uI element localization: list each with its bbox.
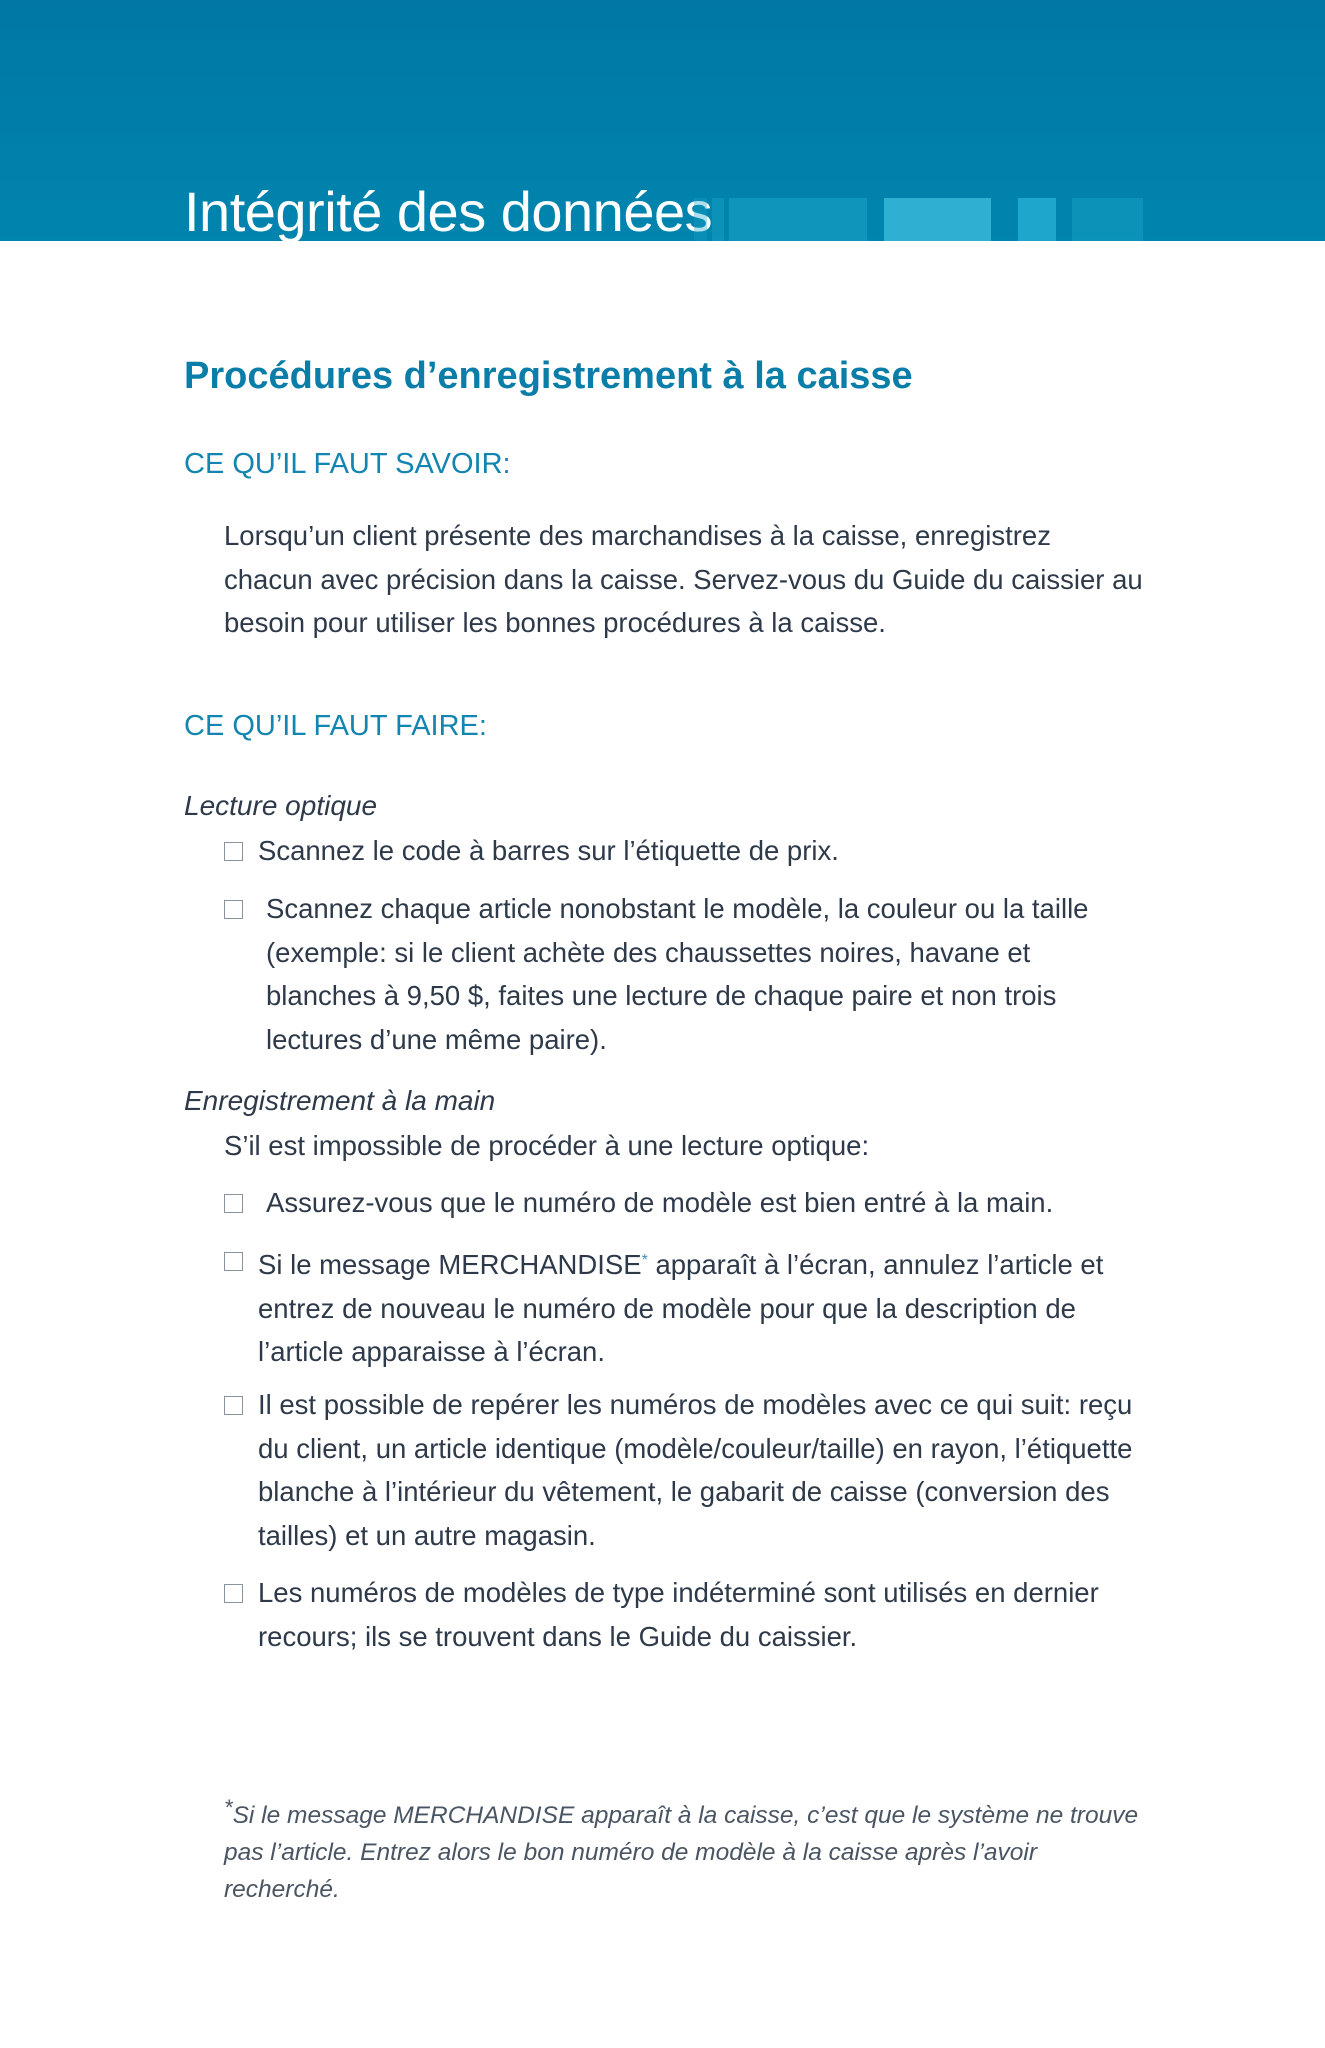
checklist-item-text: Scannez le code à barres sur l’étiquette de prix.	[258, 835, 839, 866]
checklist-item-text: Assurez-vous que le numéro de modèle est bien entré à la main.	[266, 1187, 1054, 1218]
header-banner	[0, 0, 1325, 241]
header-decoration-block	[1072, 198, 1143, 241]
manual-entry-heading: Enregistrement à la main	[184, 1085, 496, 1116]
checklist-item	[224, 1239, 1144, 1374]
footnote-marker: *	[641, 1252, 648, 1269]
footnote	[224, 1789, 1144, 1908]
checklist-item-text: Les numéros de modèles de type indéterminé sont utilisés en dernier recours; ils se trouvent dans le Guide du caissier.	[258, 1577, 1099, 1652]
checklist-item-text: Il est possible de repérer les numéros de modèles avec ce qui suit: reçu du client, un article identique (modèle/couleur/taille) en rayon, l’étiquette blanche à l’intérieur du vêtement, le gabarit de caisse (conversion des tailles) et un autre magasin.	[258, 1389, 1133, 1551]
footnote-text: Si le message MERCHANDISE apparaît à la caisse, c’est que le système ne trouve pas l’article. Entrez alors le bon numéro de modèle à la caisse après l’avoir recherché.	[224, 1802, 1139, 1903]
checkbox-icon[interactable]	[224, 900, 243, 919]
manual-entry-intro: S’il est impossible de procéder à une lecture optique:	[224, 1130, 870, 1161]
optical-reading-heading: Lecture optique	[184, 790, 378, 821]
header-decoration-block	[729, 198, 745, 241]
checklist-item	[224, 1181, 1144, 1225]
checklist-item-text: Scannez chaque article nonobstant le modèle, la couleur ou la taille (exemple: si le client achète des chaussettes noires, havane et blanches à 9,50 $, faites une lecture de chaque paire et non trois lectures d’une même paire).	[266, 893, 1089, 1055]
checklist-item	[224, 887, 1144, 1061]
checkbox-icon[interactable]	[224, 842, 243, 861]
checklist-item-text-part: apparaît à l’écran, annulez l’article et entrez de nouveau le numéro de modèle pour que la description de l’article apparaisse à l’écran.	[258, 1249, 1104, 1367]
page-title: Intégrité des données	[184, 180, 713, 243]
checklist-item	[224, 1571, 1144, 1658]
checkbox-icon[interactable]	[224, 1252, 243, 1271]
footnote-marker: *	[224, 1795, 233, 1820]
know-paragraph: Lorsqu’un client présente des marchandises à la caisse, enregistrez chacun avec précision dans la caisse. Servez-vous du Guide du caissier au besoin pour utiliser les bonnes procédures à la caisse.	[224, 520, 1143, 638]
checklist-item-text-part: Si le message MERCHANDISE	[258, 1249, 642, 1280]
section-title: Procédures d’enregistrement à la caisse	[184, 355, 913, 397]
header-decoration-block	[745, 198, 867, 241]
checkbox-icon[interactable]	[224, 1584, 243, 1603]
header-decoration-block	[1018, 198, 1056, 241]
checklist-item	[224, 829, 1144, 873]
header-decoration-block	[694, 198, 707, 241]
checkbox-icon[interactable]	[224, 1194, 243, 1213]
header-decoration-block	[884, 198, 991, 241]
do-heading: CE QU’IL FAUT FAIRE:	[184, 710, 487, 742]
checklist-item	[224, 1383, 1144, 1557]
know-heading: CE QU’IL FAUT SAVOIR:	[184, 448, 511, 480]
header-decoration-block	[712, 198, 724, 241]
checkbox-icon[interactable]	[224, 1396, 243, 1415]
checklist-item-text	[258, 1239, 1144, 1374]
